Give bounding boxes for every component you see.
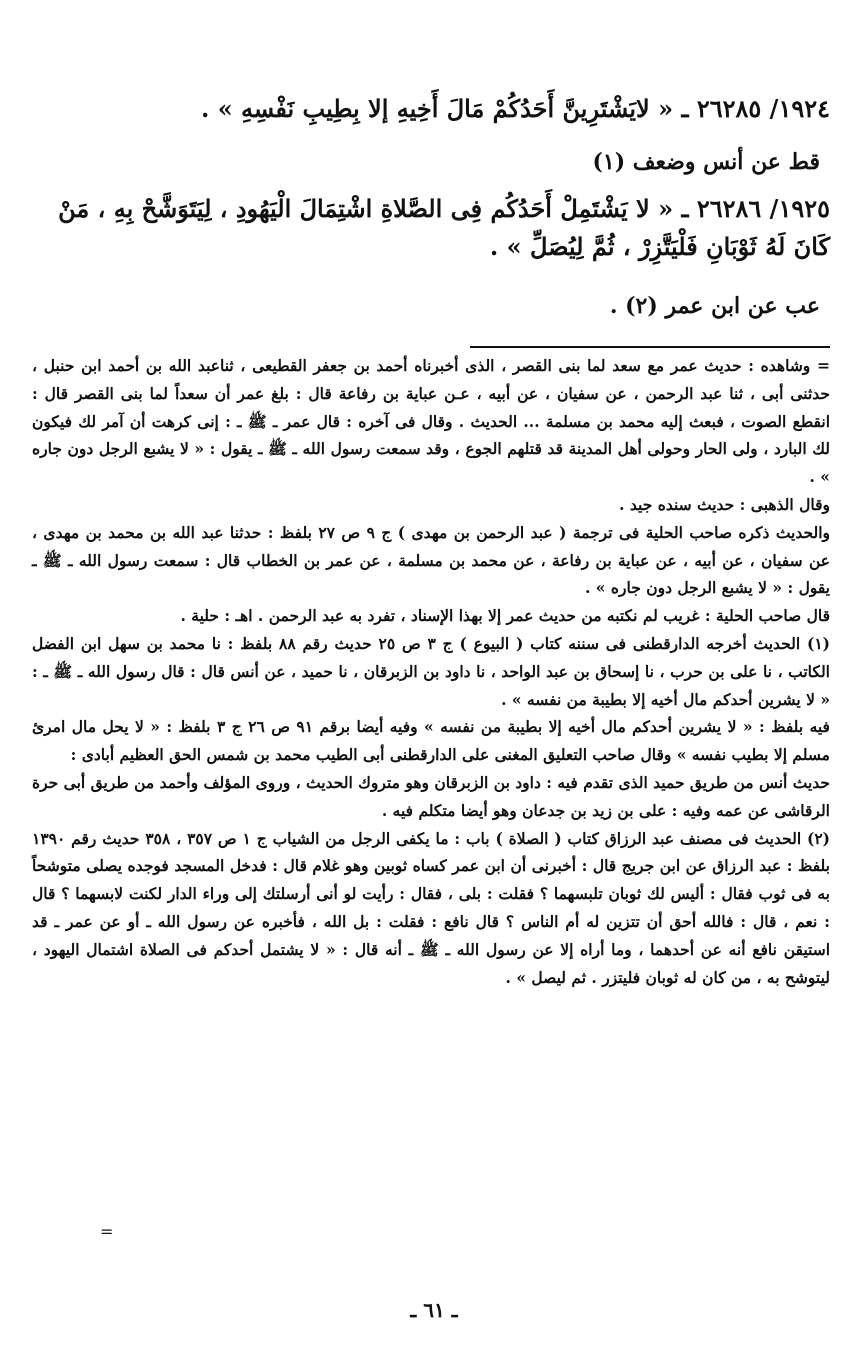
- footnote-paragraph: والحديث ذكره صاحب الحلية فى ترجمة ( عبد الرحمن بن مهدى ) ج ٩ ص ٢٧ بلفظ : حدثنا عبد الله بن محمد بن مهدى ، عن سفيان ، عن أبيه ، عن عباية بن رفاعة ، عن محمد بن مسلمة ، عن عمر بن الخطاب قال : سمعت رسول الله ـ ﷺ ـ يقول : « لا يشبع الرجل دون جاره » .: [32, 522, 831, 598]
- hadith-text: « لايَشْتَرِينَّ أَحَدُكُمْ مَالَ أَخِيهِ إلا بِطِيبِ نَفْسِهِ » .: [200, 94, 674, 123]
- footnote-divider: [470, 346, 830, 348]
- hadith-source: عب عن ابن عمر (٢) .: [609, 293, 820, 319]
- footnote-paragraph: (٢) الحديث فى مصنف عبد الرزاق كتاب ( الصلاة ) باب : ما يكفى الرجل من الشياب ج ١ ص ٣٥٧ ، ٣٥٨ حديث رقم ١٣٩٠ بلفظ : عبد الرزاق عن ابن جريج قال : أخبرنى أن ابن عمر كساه ثوبين وهو غلام قال : فدخل المسجد فوجده يصلى متوشحاً به فى ثوب فقال : أليس لك ثوبان تلبسهما ؟ فقلت : بلى ، فقال : رأيت لو أنى أرسلتك إلى وراء الدار لكنت لابسهما ؟ قال : نعم ، قال : فالله أحق أن تتزين له أم الناس ؟ قال نافع : فقلت : بل الله ، فأخبره عن رسول الله ـ أو عن عمر ـ قد استيقن نافع أنه عن أحدهما ، وما أراه إلا عن رسول الله ـ ﷺ ـ أنه قال : « لا يشتمل أحدكم فى الصلاة اشتمال اليهود ، ليتوشح به ، من كان له ثوبان فليتزر . ثم ليصل » .: [32, 828, 831, 987]
- hadith-source: قط عن أنس وضعف (١): [592, 149, 820, 175]
- page-number: ـ ٦١ ـ: [410, 1298, 458, 1322]
- footnote-paragraph: (١) الحديث أخرجه الدارقطنى فى سننه كتاب ( البيوع ) ج ٣ ص ٢٥ حديث رقم ٨٨ بلفظ : نا محمد بن سهل ابن الفضل الكاتب ، نا على بن حرب ، نا إسحاق بن عبد الواحد ، نا داود بن الزبرقان ، نا حميد ، عن أنس قال : قال رسول الله ـ ﷺ ـ : « لا يشرين أحدكم مال أخيه إلا بطيبة من نفسه » .: [32, 633, 830, 709]
- hadith-number: ١٩٢٤/ ٢٦٢٨٥ ـ: [681, 94, 830, 123]
- hadith-number: ١٩٢٥/ ٢٦٢٨٦ ـ: [681, 194, 830, 223]
- footnote-paragraph: فيه بلفظ : « لا يشرين أحدكم مال أخيه إلا بطيبة من نفسه » وفيه أيضا برقم ٩١ ص ٢٦ ج ٣ بلفظ : « لا يحل مال امرئ مسلم إلا بطيب نفسه » وقال صاحب التعليق المغنى على الدارقطنى أبى الطيب محمد بن شمس الحق العظيم أبادى :: [32, 717, 830, 765]
- hadith-1924: [32, 88, 830, 130]
- footnote-paragraph: = وشاهده : حديث عمر مع سعد لما بنى القصر ، الذى أخبرناه أحمد بن جعفر القطيعى ، ثناعبد الله بن أحمد ابن حنبل ، حدثنى أبى ، ثنا عبد الرحمن ، عن سفيان ، عن أبيه ، عـن عباية بن رفاعة قال : بلغ عمر أن سعداً لما بنى القصر قال : انقطع الصوت ، فبعث إليه محمد بن مسلمة ... الحديث . وقال فى آخره : قال عمر ـ ﷺ ـ : إنى كرهت أن آمر لك فيكون لك البارد ، ولى الحار وحولى أهل المدينة قد قتلهم الجوع ، وقد سمعت رسول الله ـ ﷺ ـ يقول : « لا يشبع الرجل دون جاره » .: [32, 356, 830, 487]
- hadith-text: « لا يَشْتَمِلْ أَحَدُكُم فِى الصَّلاةِ اشْتِمَالَ الْيَهُودِ ، لِيَتَوَشَّحْ بِهِ ، مَنْ كَانَ لَهُ ثَوْبَانِ فَلْيَتَّزِرْ ، ثُمَّ لِيُصَلِّ » .: [58, 194, 830, 261]
- footnote-paragraph: قال صاحب الحلية : غريب لم نكتبه من حديث عمر إلا بهذا الإسناد ، تفرد به عبد الرحمن . اهـ : حلية .: [180, 606, 830, 626]
- footnote-paragraph: حديث أنس من طريق حميد الذى تقدم فيه : داود بن الزبرقان وهو متروك الحديث ، وروى المؤلف وأحمد من طريق أبى حرة الرقاشى عن عمه وفيه : على بن زيد بن جدعان وهو أيضا متكلم فيه .: [32, 772, 830, 820]
- hadith-1925: [32, 190, 830, 266]
- footnote-paragraph: وقال الذهبى : حديث سنده جيد .: [619, 494, 830, 514]
- footnotes: [32, 352, 830, 991]
- continuation-mark: =: [100, 1222, 114, 1241]
